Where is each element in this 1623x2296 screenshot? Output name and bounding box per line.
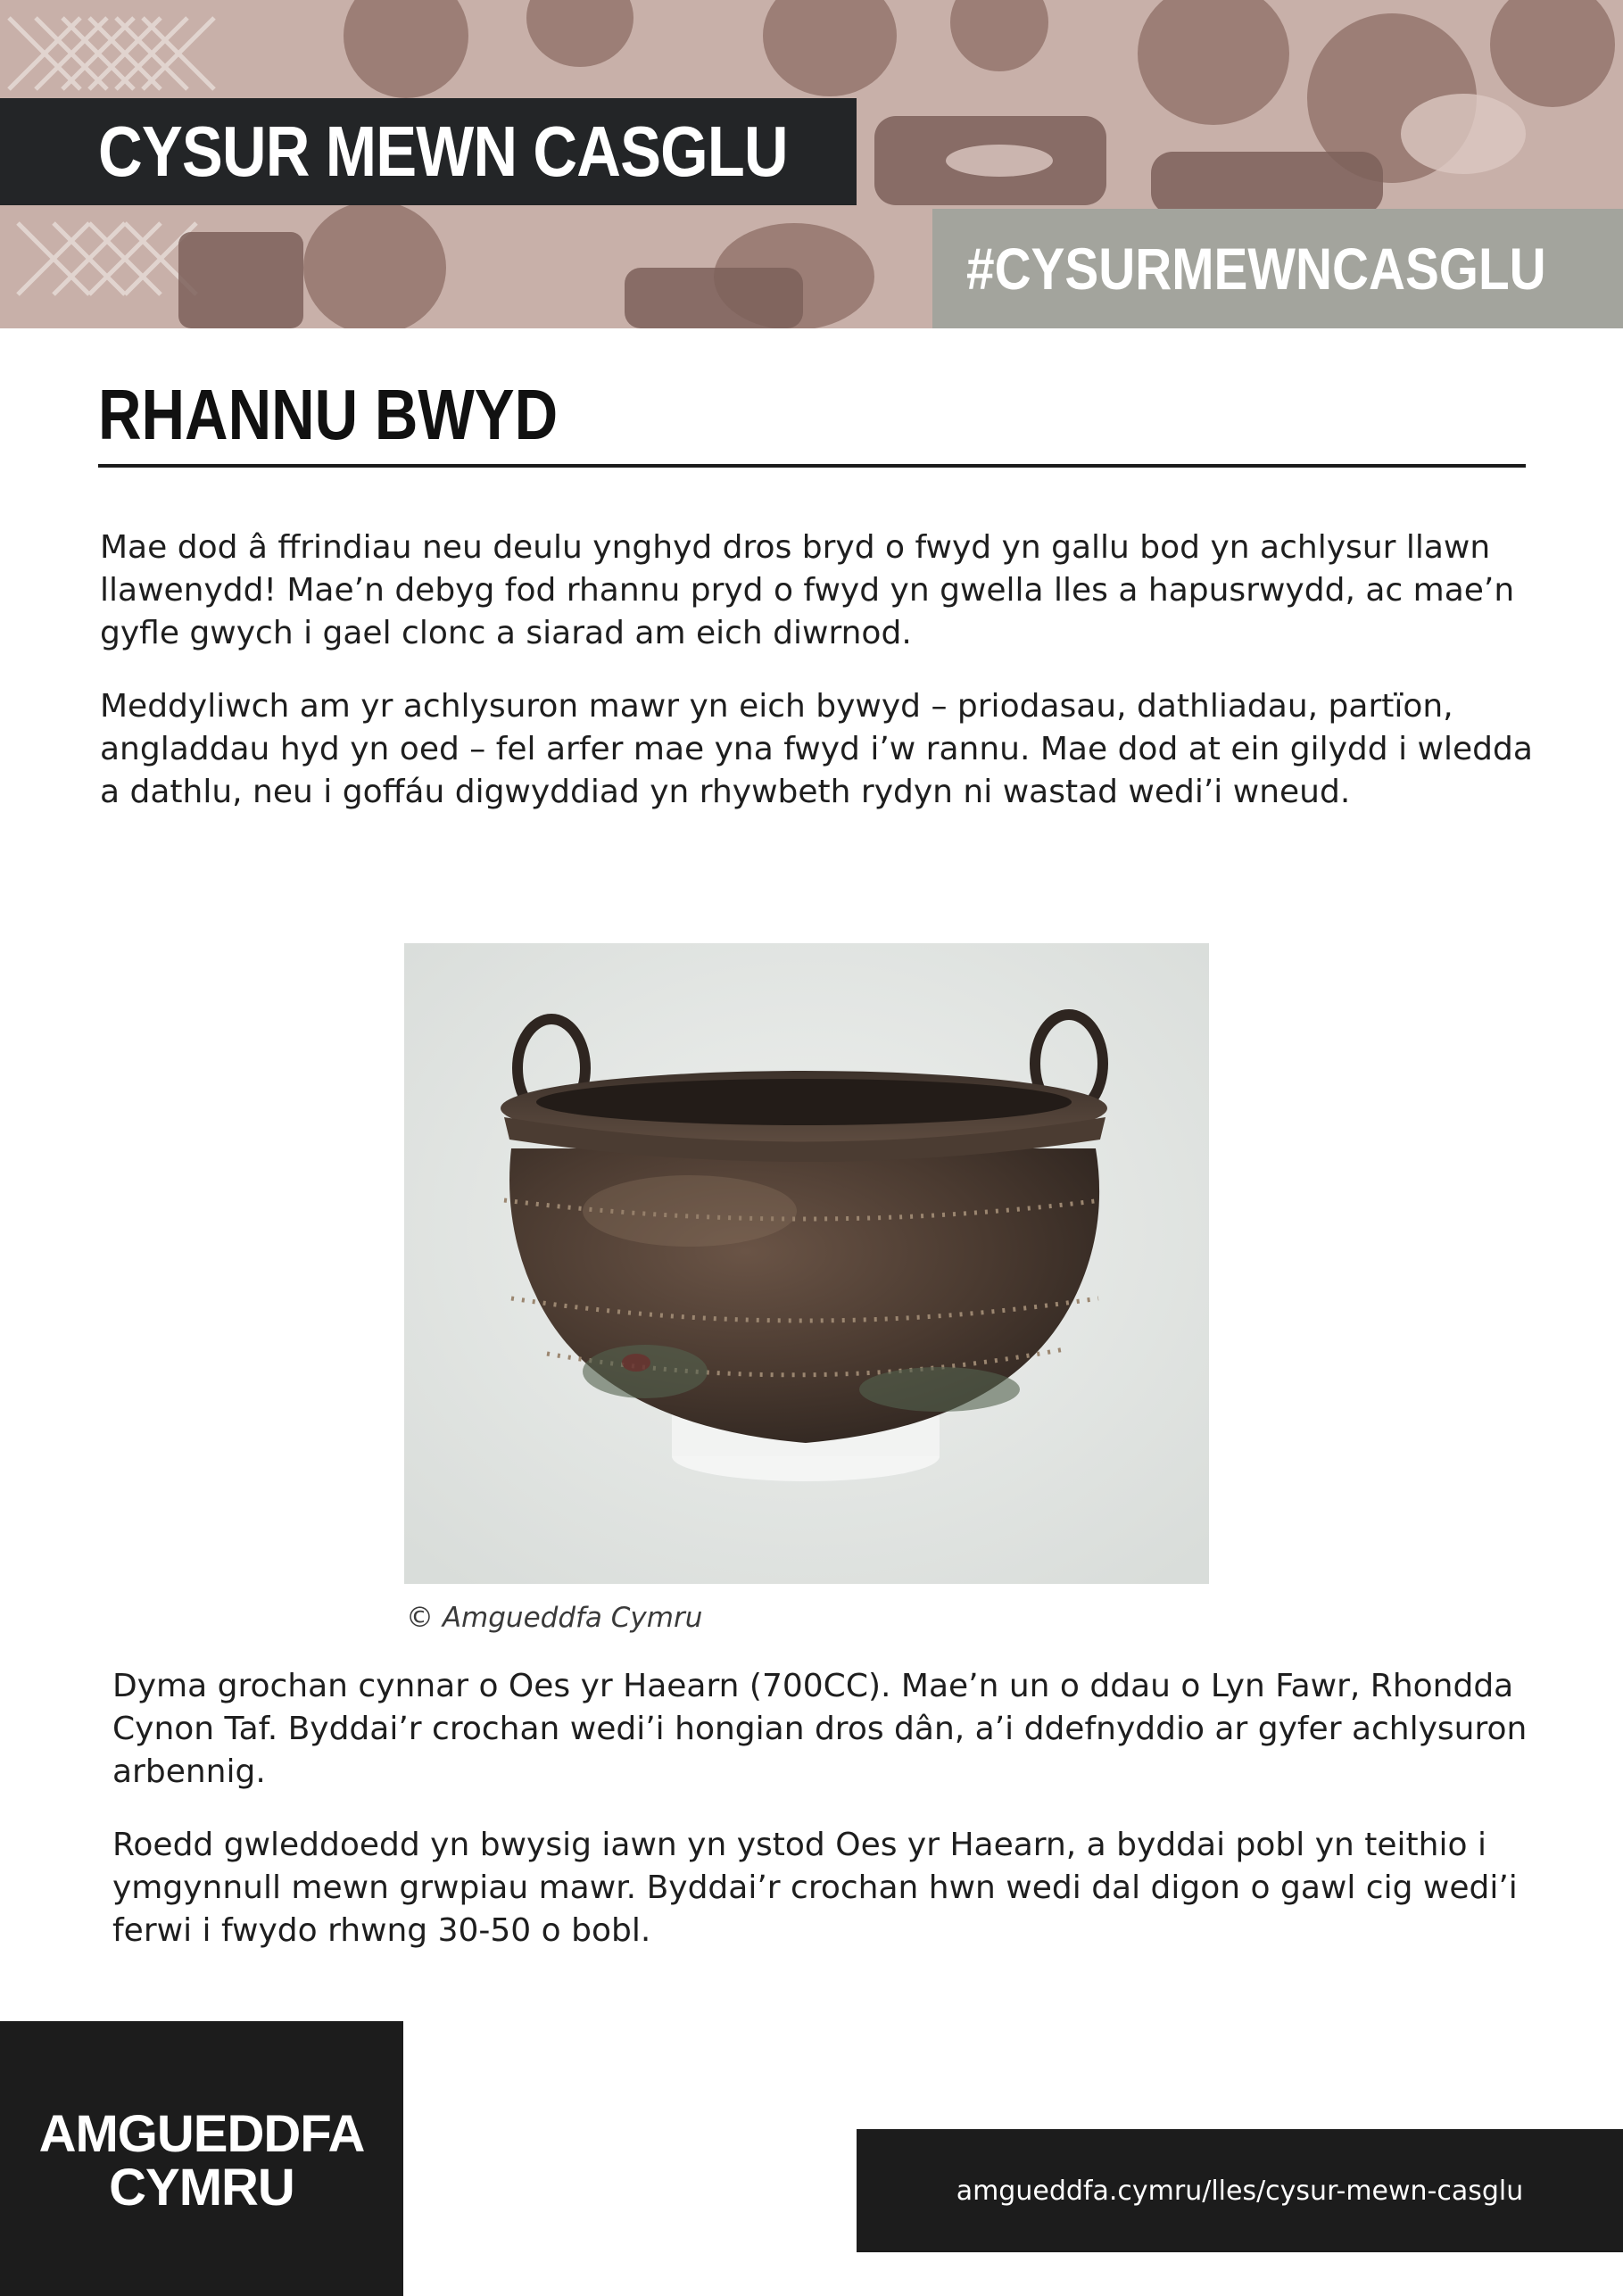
- header-title-block: [0, 98, 857, 205]
- image-credit: © Amgueddfa Cymru: [406, 1602, 703, 1634]
- hashtag: #CYSURMEWNCASGLU: [966, 236, 1546, 302]
- logo-line-2: CYMRU: [109, 2159, 294, 2217]
- section-title: RHANNU BWYD: [98, 375, 559, 454]
- hashtag-block: [932, 209, 1623, 328]
- logo-line-1: AMGUEDDFA: [38, 2105, 365, 2163]
- occasions-paragraph: Meddyliwch am yr achlysuron mawr yn eich bywyd – priodasau, dathliadau, partïon, angladdau hyd yn oed – fel arfer mae yna fwyd i’w rannu. Mae dod at ein gilydd i wledda a dathlu, neu i goffáu digwyddiad yn rhywbeth rydyn ni wastad wedi’i wneud.: [100, 688, 1533, 810]
- museum-logo: [0, 2021, 403, 2296]
- header-title: CYSUR MEWN CASGLU: [98, 112, 788, 191]
- intro-paragraph: Mae dod â ffrindiau neu deulu ynghyd dros bryd o fwyd yn gallu bod yn achlysur llawn llawenydd! Mae’n debyg fod rhannu pryd o fwyd yn gwella lles a hapusrwydd, ac mae’n gyfle gwych i gael clonc a siarad am eich diwrnod.: [100, 529, 1515, 651]
- cauldron-illustration: [404, 943, 1209, 1584]
- cauldron-paragraph: Dyma grochan cynnar o Oes yr Haearn (700CC). Mae’n un o ddau o Lyn Fawr, Rhondda Cynon Taf. Byddai’r crochan wedi’i hongian dros dân, a’i ddefnyddio ar gyfer achlysuron arbennig.: [112, 1668, 1528, 1790]
- section-divider: [98, 464, 1526, 468]
- cauldron-photo: [404, 943, 1209, 1584]
- footer-url-block: [857, 2129, 1623, 2252]
- feasts-paragraph: Roedd gwleddoedd yn bwysig iawn yn ystod Oes yr Haearn, a byddai pobl yn teithio i ymgynnull mewn grwpiau mawr. Byddai’r crochan hwn wedi dal digon o gawl cig wedi’i ferwi i fwydo rhwng 30-50 o bobl.: [112, 1827, 1518, 1949]
- website-link[interactable]: amgueddfa.cymru/lles/cysur-mewn-casglu: [956, 2175, 1524, 2207]
